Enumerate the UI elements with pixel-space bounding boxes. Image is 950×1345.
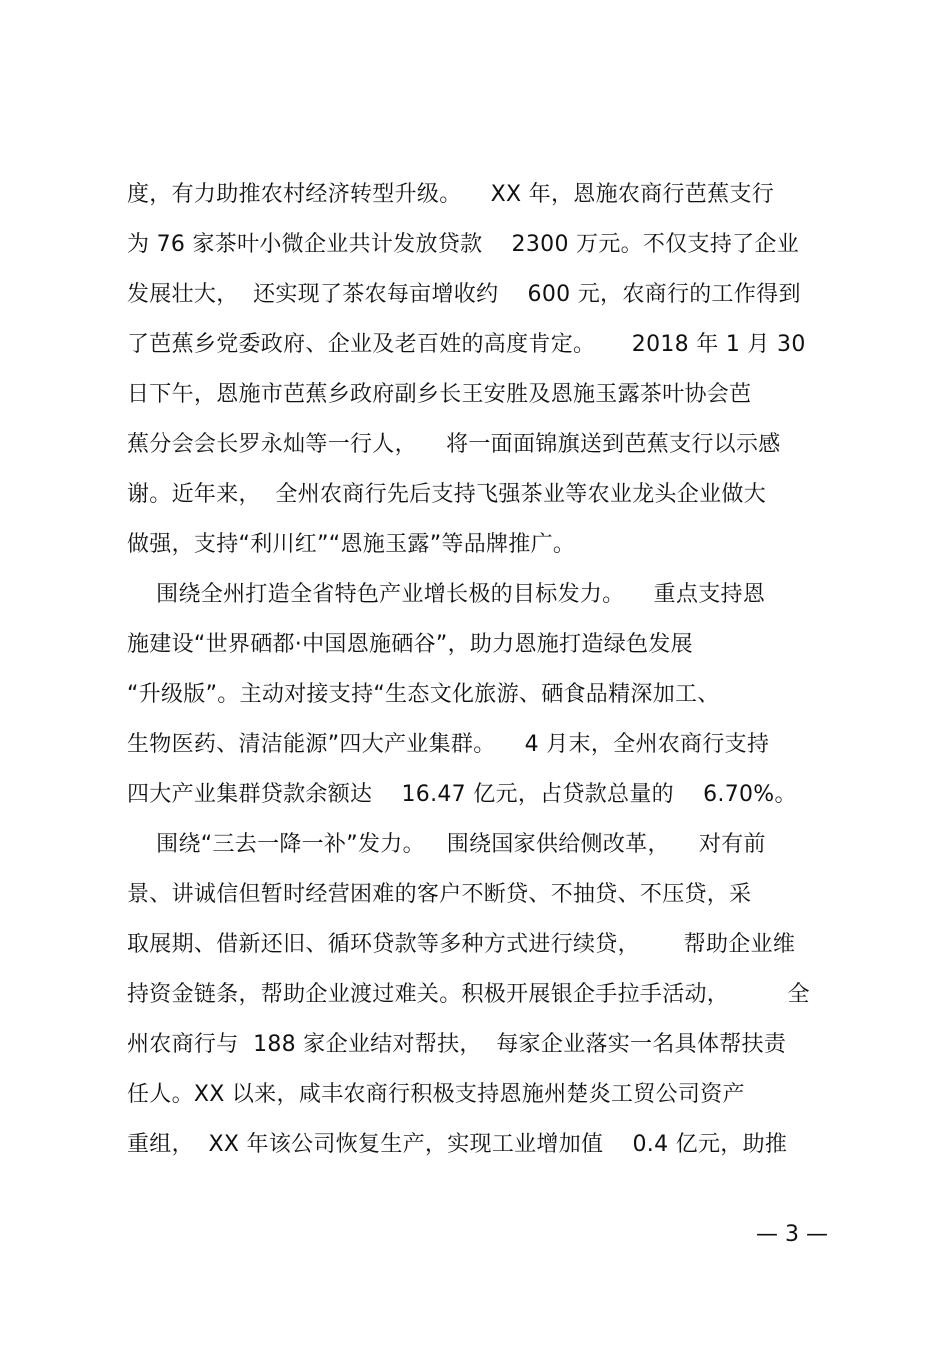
body-line-12: 生物医药、清洁能源”四大产业集群。 4 月末，全州农商行支持 <box>127 732 770 757</box>
body-line-3: 发展壮大， 还实现了茶农每亩增收约 600 元，农商行的工作得到 <box>127 282 801 307</box>
body-line-19: 任人。XX 以来，咸丰农商行积极支持恩施州楚炎工贸公司资产 <box>127 1082 745 1107</box>
body-line-5: 日下午，恩施市芭蕉乡政府副乡长王安胜及恩施玉露茶叶协会芭 <box>127 382 752 407</box>
page-number: — 3 — <box>756 1222 828 1247</box>
body-line-14: 围绕“三去一降一补”发力。 围绕国家供给侧改革， 对有前 <box>127 832 766 857</box>
body-line-15: 景、讲诚信但暂时经营困难的客户不断贷、不抽贷、不压贷，采 <box>127 882 752 907</box>
body-line-10: 施建设“世界硒都·中国恩施硒谷”，助力恩施打造绿色发展 <box>127 632 693 657</box>
body-line-8: 做强，支持“利川红”“恩施玉露”等品牌推广。 <box>127 532 576 557</box>
body-line-4: 了芭蕉乡党委政府、企业及老百姓的高度肯定。 2018 年 1 月 30 <box>127 332 806 357</box>
body-line-20: 重组， XX 年该公司恢复生产，实现工业增加值 0.4 亿元，助推 <box>127 1132 788 1157</box>
body-line-6: 蕉分会会长罗永灿等一行人， 将一面面锦旗送到芭蕉支行以示感 <box>127 432 781 457</box>
body-line-11: “升级版”。主动对接支持“生态文化旅游、硒食品精深加工、 <box>127 682 720 707</box>
body-line-2: 为 76 家茶叶小微企业共计发放贷款 2300 万元。不仅支持了企业 <box>127 232 800 257</box>
body-line-16: 取展期、借新还旧、循环贷款等多种方式进行续贷， 帮助企业维 <box>127 932 796 957</box>
body-line-17: 持资金链条，帮助企业渡过难关。积极开展银企手拉手活动， 全 <box>127 982 810 1007</box>
body-line-18: 州农商行与 188 家企业结对帮扶， 每家企业落实一名具体帮扶责 <box>127 1032 787 1057</box>
body-line-7: 谢。近年来， 全州农商行先后支持飞强茶业等农业龙头企业做大 <box>127 482 766 507</box>
body-line-1: 度，有力助推农村经济转型升级。 XX 年，恩施农商行芭蕉支行 <box>127 182 775 207</box>
body-line-13: 四大产业集群贷款余额达 16.47 亿元，占贷款总量的 6.70%。 <box>127 782 797 807</box>
body-line-9: 围绕全州打造全省特色产业增长极的目标发力。 重点支持恩 <box>127 582 766 607</box>
